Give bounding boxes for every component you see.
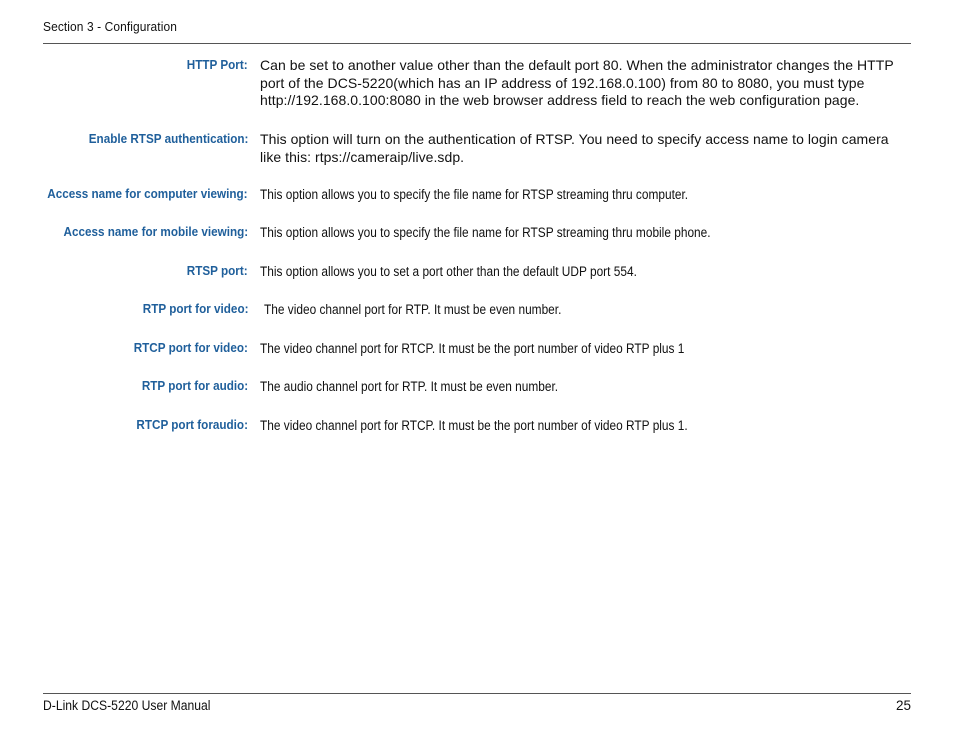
entry-description: This option allows you to set a port other than the default UDP port 554. (260, 264, 637, 279)
entry-label: RTP port for video: (142, 301, 248, 316)
entry-description: This option allows you to specify the file name for RTSP streaming thru computer. (260, 187, 689, 202)
entry-description: The video channel port for RTCP. It must be the port number of video RTP plus 1. (260, 418, 688, 433)
entry-description: This option will turn on the authentication of RTSP. You need to specify access name to login camera like this: rtps://cameraip/live.sdp. (260, 131, 889, 165)
entry-description: The video channel port for RTCP. It must be the port number of video RTP plus 1 (260, 341, 685, 356)
footer-divider (43, 693, 911, 694)
entry-description: This option allows you to specify the file name for RTSP streaming thru mobile phone. (260, 225, 711, 240)
entry-label: RTP port for audio: (141, 378, 248, 393)
entry-label: Access name for mobile viewing: (63, 224, 248, 239)
entry-label: RTCP port for video: (133, 340, 248, 355)
entry-label: HTTP Port: (187, 57, 248, 72)
header-divider (43, 43, 911, 44)
entry-description: The audio channel port for RTP. It must be even number. (260, 379, 559, 394)
entry-label: Enable RTSP authentication: (88, 131, 248, 146)
manual-title: D-Link DCS-5220 User Manual (43, 698, 211, 713)
page-number: 25 (895, 698, 911, 713)
entry-description: The video channel port for RTP. It must be even number. (264, 302, 562, 317)
entry-label: RTSP port: (187, 263, 248, 278)
section-header: Section 3 - Configuration (43, 19, 177, 34)
entry-description: Can be set to another value other than the default port 80. When the administrator changes the HTTP port of the DCS-5220(which has an IP address of 192.168.0.100) from 80 to 8080, you must type http://192.168.0.100:8080 in the web browser address field to reach the web configuration page. (260, 57, 894, 108)
entry-label: Access name for computer viewing: (47, 186, 248, 201)
entry-label: RTCP port foraudio: (136, 417, 248, 432)
